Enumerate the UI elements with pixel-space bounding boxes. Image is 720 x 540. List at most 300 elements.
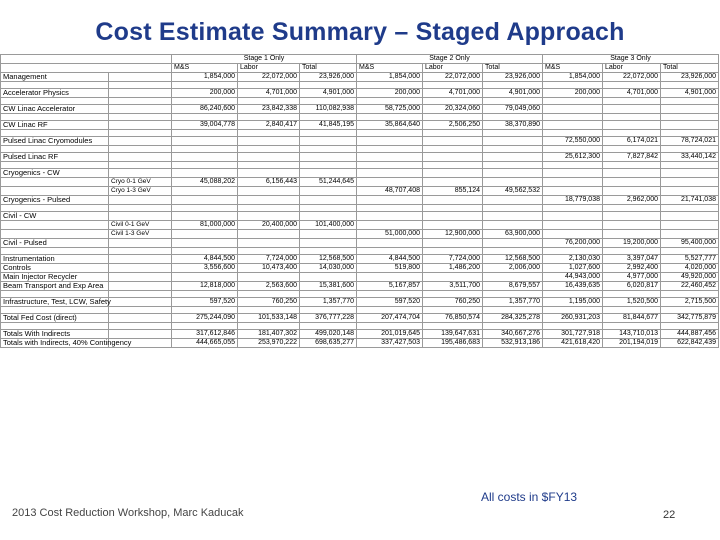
cost-cell: 200,000 bbox=[357, 89, 423, 98]
row-sublabel bbox=[109, 282, 172, 291]
table-row bbox=[1, 307, 719, 314]
cost-cell bbox=[300, 114, 357, 121]
table-row bbox=[1, 178, 719, 187]
cost-cell bbox=[423, 162, 483, 169]
cost-cell bbox=[357, 221, 423, 230]
cost-cell: 4,701,000 bbox=[423, 89, 483, 98]
cost-cell bbox=[357, 137, 423, 146]
table-row bbox=[1, 105, 719, 114]
cost-cell: 200,000 bbox=[543, 89, 603, 98]
cost-cell: 78,724,021 bbox=[661, 137, 719, 146]
cost-cell bbox=[661, 323, 719, 330]
row-label: Total Fed Cost (direct) bbox=[1, 314, 109, 323]
cost-cell bbox=[423, 273, 483, 282]
cost-cell bbox=[543, 146, 603, 153]
cost-cell bbox=[543, 230, 603, 239]
cost-cell: 22,072,000 bbox=[603, 73, 661, 82]
cost-table-body bbox=[1, 73, 719, 348]
cost-cell bbox=[172, 248, 238, 255]
table-row bbox=[1, 98, 719, 105]
cost-cell bbox=[423, 212, 483, 221]
cost-cell: 5,167,857 bbox=[357, 282, 423, 291]
cost-cell bbox=[300, 146, 357, 153]
cost-cell bbox=[172, 230, 238, 239]
cost-cell bbox=[357, 239, 423, 248]
cost-cell: 201,194,019 bbox=[603, 339, 661, 348]
cost-cell bbox=[661, 114, 719, 121]
cost-cell: 2,006,000 bbox=[483, 264, 543, 273]
cost-cell bbox=[661, 307, 719, 314]
cost-cell bbox=[300, 187, 357, 196]
cost-cell: 6,174,021 bbox=[603, 137, 661, 146]
cost-cell: 49,562,532 bbox=[483, 187, 543, 196]
cost-cell: 2,715,500 bbox=[661, 298, 719, 307]
cost-cell: 4,844,500 bbox=[357, 255, 423, 264]
cost-cell bbox=[238, 239, 300, 248]
cost-cell bbox=[543, 98, 603, 105]
table-row bbox=[1, 153, 719, 162]
table-row bbox=[1, 314, 719, 323]
cost-cell bbox=[238, 323, 300, 330]
cost-cell: 444,887,456 bbox=[661, 330, 719, 339]
cost-cell bbox=[483, 169, 543, 178]
cost-cell bbox=[357, 146, 423, 153]
cost-cell: 698,635,277 bbox=[300, 339, 357, 348]
cost-cell bbox=[238, 187, 300, 196]
cost-cell: 81,000,000 bbox=[172, 221, 238, 230]
cost-cell: 275,244,090 bbox=[172, 314, 238, 323]
cost-cell bbox=[172, 153, 238, 162]
cost-cell bbox=[423, 221, 483, 230]
cost-cell bbox=[357, 273, 423, 282]
cost-cell: 200,000 bbox=[172, 89, 238, 98]
table-row bbox=[1, 169, 719, 178]
cost-cell: 35,864,640 bbox=[357, 121, 423, 130]
cost-cell bbox=[238, 153, 300, 162]
cost-cell bbox=[661, 230, 719, 239]
cost-cell bbox=[172, 196, 238, 205]
col-ms: M&S bbox=[543, 64, 603, 73]
cost-cell bbox=[423, 137, 483, 146]
cost-cell bbox=[483, 212, 543, 221]
cost-cell bbox=[661, 221, 719, 230]
cost-summary-table bbox=[0, 54, 719, 348]
cost-cell bbox=[543, 291, 603, 298]
table-row bbox=[1, 255, 719, 264]
cost-cell: 33,440,142 bbox=[661, 153, 719, 162]
table-row bbox=[1, 339, 719, 348]
cost-cell bbox=[483, 323, 543, 330]
table-row bbox=[1, 82, 719, 89]
cost-cell bbox=[661, 98, 719, 105]
cost-cell bbox=[603, 230, 661, 239]
table-row bbox=[1, 121, 719, 130]
cost-cell bbox=[423, 82, 483, 89]
cost-cell: 301,727,918 bbox=[543, 330, 603, 339]
cost-cell: 421,618,420 bbox=[543, 339, 603, 348]
row-sublabel bbox=[109, 114, 172, 121]
cost-cell bbox=[238, 273, 300, 282]
cost-cell: 38,370,890 bbox=[483, 121, 543, 130]
cost-cell: 519,800 bbox=[357, 264, 423, 273]
cost-cell: 79,049,060 bbox=[483, 105, 543, 114]
row-label bbox=[1, 221, 109, 230]
cost-cell: 597,520 bbox=[172, 298, 238, 307]
cost-cell bbox=[543, 221, 603, 230]
cost-cell: 143,710,013 bbox=[603, 330, 661, 339]
cost-cell: 4,020,000 bbox=[661, 264, 719, 273]
cost-cell: 14,030,000 bbox=[300, 264, 357, 273]
cost-cell bbox=[423, 291, 483, 298]
cost-cell bbox=[603, 114, 661, 121]
cost-cell bbox=[357, 153, 423, 162]
row-sublabel: Cryo 0-1 GeV bbox=[109, 178, 172, 187]
cost-cell: 4,901,000 bbox=[483, 89, 543, 98]
col-ms: M&S bbox=[357, 64, 423, 73]
stage-3-header: Stage 3 Only bbox=[543, 55, 719, 64]
row-label: Totals With Indirects bbox=[1, 330, 109, 339]
cost-cell bbox=[603, 307, 661, 314]
cost-cell bbox=[357, 248, 423, 255]
table-row bbox=[1, 205, 719, 212]
cost-cell bbox=[543, 205, 603, 212]
table-row bbox=[1, 162, 719, 169]
cost-cell: 3,556,600 bbox=[172, 264, 238, 273]
cost-cell: 22,460,452 bbox=[661, 282, 719, 291]
row-label: CW Linac RF bbox=[1, 121, 109, 130]
cost-cell bbox=[423, 146, 483, 153]
table-row bbox=[1, 273, 719, 282]
cost-cell: 855,124 bbox=[423, 187, 483, 196]
cost-cell: 21,741,038 bbox=[661, 196, 719, 205]
footer-credit: 2013 Cost Reduction Workshop, Marc Kaducak bbox=[12, 507, 244, 519]
cost-cell: 12,568,500 bbox=[483, 255, 543, 264]
cost-cell: 3,511,700 bbox=[423, 282, 483, 291]
cost-cell bbox=[603, 105, 661, 114]
cost-cell: 45,088,202 bbox=[172, 178, 238, 187]
cost-cell: 1,854,000 bbox=[172, 73, 238, 82]
cost-cell: 1,520,500 bbox=[603, 298, 661, 307]
table-row bbox=[1, 196, 719, 205]
row-sublabel bbox=[109, 248, 172, 255]
row-label: Civil - Pulsed bbox=[1, 239, 109, 248]
table-row bbox=[1, 298, 719, 307]
row-sublabel bbox=[109, 273, 172, 282]
cost-cell bbox=[300, 205, 357, 212]
cost-cell: 1,854,000 bbox=[543, 73, 603, 82]
cost-cell bbox=[357, 196, 423, 205]
cost-cell bbox=[661, 248, 719, 255]
cost-cell bbox=[543, 169, 603, 178]
cost-cell: 253,970,222 bbox=[238, 339, 300, 348]
table-row bbox=[1, 187, 719, 196]
cost-cell bbox=[172, 212, 238, 221]
cost-cell bbox=[661, 169, 719, 178]
cost-cell bbox=[238, 291, 300, 298]
cost-cell bbox=[603, 121, 661, 130]
cost-cell bbox=[238, 98, 300, 105]
row-sublabel: Civil 1-3 GeV bbox=[109, 230, 172, 239]
cost-cell bbox=[423, 130, 483, 137]
cost-cell bbox=[357, 212, 423, 221]
row-sublabel bbox=[109, 212, 172, 221]
row-label: Management bbox=[1, 73, 109, 82]
cost-cell bbox=[483, 248, 543, 255]
cost-cell: 444,665,055 bbox=[172, 339, 238, 348]
cost-cell: 5,527,777 bbox=[661, 255, 719, 264]
cost-cell: 6,020,817 bbox=[603, 282, 661, 291]
cost-cell: 2,992,400 bbox=[603, 264, 661, 273]
cost-cell bbox=[483, 137, 543, 146]
stage-2-header: Stage 2 Only bbox=[357, 55, 543, 64]
cost-cell bbox=[357, 169, 423, 178]
cost-cell bbox=[238, 196, 300, 205]
cost-cell bbox=[661, 212, 719, 221]
cost-cell bbox=[238, 230, 300, 239]
page-number: 22 bbox=[663, 509, 676, 521]
cost-cell: 2,130,030 bbox=[543, 255, 603, 264]
cost-cell: 58,725,000 bbox=[357, 105, 423, 114]
cost-cell: 16,439,635 bbox=[543, 282, 603, 291]
cost-cell: 95,400,000 bbox=[661, 239, 719, 248]
cost-cell: 760,250 bbox=[238, 298, 300, 307]
cost-cell bbox=[423, 114, 483, 121]
cost-cell bbox=[238, 114, 300, 121]
col-ms: M&S bbox=[172, 64, 238, 73]
cost-cell bbox=[603, 82, 661, 89]
cost-cell bbox=[661, 146, 719, 153]
cost-cell bbox=[603, 178, 661, 187]
cost-cell: 22,072,000 bbox=[423, 73, 483, 82]
cost-cell bbox=[483, 82, 543, 89]
cost-cell bbox=[661, 105, 719, 114]
cost-cell: 207,474,704 bbox=[357, 314, 423, 323]
cost-cell: 260,931,203 bbox=[543, 314, 603, 323]
cost-cell: 760,250 bbox=[423, 298, 483, 307]
row-sublabel bbox=[109, 146, 172, 153]
cost-cell bbox=[238, 212, 300, 221]
cost-cell: 41,845,195 bbox=[300, 121, 357, 130]
cost-cell: 10,473,400 bbox=[238, 264, 300, 273]
row-label: CW Linac Accelerator bbox=[1, 105, 109, 114]
cost-cell: 342,775,879 bbox=[661, 314, 719, 323]
cost-cell bbox=[483, 273, 543, 282]
row-label: Beam Transport and Exp Area bbox=[1, 282, 109, 291]
table-row bbox=[1, 73, 719, 82]
cost-cell: 195,486,683 bbox=[423, 339, 483, 348]
cost-cell: 7,724,000 bbox=[238, 255, 300, 264]
cost-cell bbox=[483, 153, 543, 162]
cost-cell: 2,506,250 bbox=[423, 121, 483, 130]
cost-cell bbox=[300, 98, 357, 105]
cost-cell: 48,707,408 bbox=[357, 187, 423, 196]
cost-cell bbox=[172, 239, 238, 248]
cost-cell: 23,926,000 bbox=[483, 73, 543, 82]
cost-cell: 6,156,443 bbox=[238, 178, 300, 187]
cost-cell bbox=[661, 162, 719, 169]
row-sublabel bbox=[109, 82, 172, 89]
cost-cell: 7,724,000 bbox=[423, 255, 483, 264]
cost-cell bbox=[300, 291, 357, 298]
table-row bbox=[1, 89, 719, 98]
cost-cell bbox=[172, 82, 238, 89]
cost-cell bbox=[172, 205, 238, 212]
cost-cell bbox=[543, 121, 603, 130]
cost-cell bbox=[483, 307, 543, 314]
table-row bbox=[1, 137, 719, 146]
cost-cell bbox=[172, 98, 238, 105]
cost-cell: 1,357,770 bbox=[483, 298, 543, 307]
cost-cell bbox=[172, 137, 238, 146]
cost-cell bbox=[357, 130, 423, 137]
cost-cell bbox=[483, 162, 543, 169]
col-total: Total bbox=[483, 64, 543, 73]
cost-cell bbox=[423, 248, 483, 255]
cost-cell bbox=[300, 248, 357, 255]
row-sublabel bbox=[109, 130, 172, 137]
cost-cell: 39,004,778 bbox=[172, 121, 238, 130]
cost-cell bbox=[543, 178, 603, 187]
cost-cell: 23,842,338 bbox=[238, 105, 300, 114]
cost-cell bbox=[543, 105, 603, 114]
cost-cell bbox=[423, 98, 483, 105]
cost-cell bbox=[543, 307, 603, 314]
row-sublabel bbox=[109, 307, 172, 314]
row-sublabel bbox=[109, 323, 172, 330]
col-labor: Labor bbox=[238, 64, 300, 73]
cost-cell bbox=[172, 291, 238, 298]
row-sublabel bbox=[109, 196, 172, 205]
cost-cell bbox=[661, 178, 719, 187]
cost-cell bbox=[357, 82, 423, 89]
row-sublabel bbox=[109, 162, 172, 169]
cost-cell: 4,901,000 bbox=[661, 89, 719, 98]
cost-cell bbox=[238, 162, 300, 169]
cost-cell bbox=[661, 121, 719, 130]
col-labor: Labor bbox=[423, 64, 483, 73]
table-row bbox=[1, 146, 719, 153]
cost-cell: 12,568,500 bbox=[300, 255, 357, 264]
col-total: Total bbox=[661, 64, 719, 73]
cost-cell: 4,977,000 bbox=[603, 273, 661, 282]
table-row bbox=[1, 282, 719, 291]
cost-cell bbox=[603, 323, 661, 330]
row-label: Controls bbox=[1, 264, 109, 273]
cost-cell bbox=[543, 187, 603, 196]
row-label: Cryogenics - Pulsed bbox=[1, 196, 109, 205]
cost-cell bbox=[300, 169, 357, 178]
cost-cell bbox=[300, 230, 357, 239]
row-sublabel bbox=[109, 298, 172, 307]
cost-cell bbox=[423, 205, 483, 212]
cost-cell bbox=[300, 239, 357, 248]
cost-cell bbox=[300, 273, 357, 282]
cost-cell bbox=[300, 196, 357, 205]
cost-cell bbox=[661, 291, 719, 298]
cost-cell: 15,381,600 bbox=[300, 282, 357, 291]
cost-cell bbox=[357, 114, 423, 121]
table-row bbox=[1, 248, 719, 255]
cost-cell bbox=[543, 248, 603, 255]
cost-cell: 49,920,000 bbox=[661, 273, 719, 282]
cost-cell bbox=[172, 307, 238, 314]
cost-cell: 12,900,000 bbox=[423, 230, 483, 239]
cost-cell bbox=[357, 162, 423, 169]
row-label: Infrastructure, Test, LCW, Safety bbox=[1, 298, 109, 307]
cost-cell bbox=[483, 205, 543, 212]
cost-cell bbox=[238, 205, 300, 212]
cost-cell bbox=[238, 137, 300, 146]
cost-cell: 340,667,276 bbox=[483, 330, 543, 339]
table-row bbox=[1, 114, 719, 121]
cost-cell bbox=[238, 248, 300, 255]
cost-cell: 8,679,557 bbox=[483, 282, 543, 291]
row-sublabel bbox=[109, 205, 172, 212]
row-label bbox=[1, 178, 109, 187]
cost-cell bbox=[543, 114, 603, 121]
cost-cell bbox=[661, 205, 719, 212]
cost-cell: 3,397,047 bbox=[603, 255, 661, 264]
row-sublabel bbox=[109, 105, 172, 114]
cost-cell bbox=[483, 239, 543, 248]
cost-cell: 76,850,574 bbox=[423, 314, 483, 323]
cost-cell bbox=[423, 323, 483, 330]
cost-cell bbox=[483, 196, 543, 205]
cost-cell: 101,533,148 bbox=[238, 314, 300, 323]
cost-cell bbox=[172, 273, 238, 282]
cost-cell bbox=[543, 130, 603, 137]
cost-cell: 317,612,846 bbox=[172, 330, 238, 339]
table-row bbox=[1, 230, 719, 239]
cost-cell bbox=[357, 291, 423, 298]
cost-cell: 20,324,060 bbox=[423, 105, 483, 114]
cost-cell: 2,563,600 bbox=[238, 282, 300, 291]
cost-cell bbox=[423, 178, 483, 187]
cost-cell: 1,854,000 bbox=[357, 73, 423, 82]
cost-cell bbox=[300, 323, 357, 330]
row-sublabel bbox=[109, 153, 172, 162]
row-label: Cryogenics - CW bbox=[1, 169, 109, 178]
cost-cell: 337,427,503 bbox=[357, 339, 423, 348]
cost-cell bbox=[603, 221, 661, 230]
stage-1-header: Stage 1 Only bbox=[172, 55, 357, 64]
cost-cell: 4,701,000 bbox=[603, 89, 661, 98]
cost-cell bbox=[483, 130, 543, 137]
cost-cell bbox=[300, 130, 357, 137]
cost-cell bbox=[238, 130, 300, 137]
row-label: Main Injector Recycler bbox=[1, 273, 109, 282]
cost-cell bbox=[661, 187, 719, 196]
cost-cell bbox=[300, 82, 357, 89]
table-row bbox=[1, 130, 719, 137]
row-sublabel bbox=[109, 314, 172, 323]
cost-cell bbox=[423, 239, 483, 248]
cost-cell bbox=[543, 212, 603, 221]
row-label: Pulsed Linac RF bbox=[1, 153, 109, 162]
cost-cell: 19,200,000 bbox=[603, 239, 661, 248]
cost-cell: 201,019,645 bbox=[357, 330, 423, 339]
cost-cell: 7,827,842 bbox=[603, 153, 661, 162]
cost-cell bbox=[543, 162, 603, 169]
cost-cell bbox=[483, 178, 543, 187]
row-sublabel bbox=[109, 98, 172, 105]
row-label: Instrumentation bbox=[1, 255, 109, 264]
row-sublabel bbox=[109, 291, 172, 298]
cost-cell: 63,900,000 bbox=[483, 230, 543, 239]
col-total: Total bbox=[300, 64, 357, 73]
cost-cell bbox=[483, 291, 543, 298]
cost-cell: 23,926,000 bbox=[300, 73, 357, 82]
